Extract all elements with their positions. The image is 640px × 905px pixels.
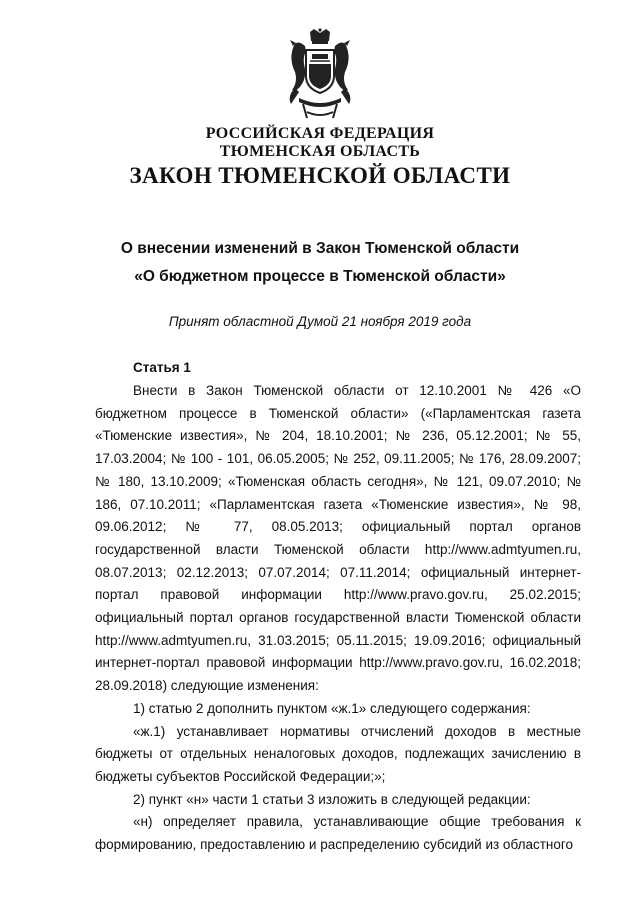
amendment-item-1-text: «ж.1) устанавливает нормативы отчислений доходов в местные бюджеты от отдельных неналоговых доходов, подлежащих зачислению в бюджеты субъектов Российской Федерации;»; bbox=[95, 723, 581, 784]
amendment-item-2-text: «н) определяет правила, устанавливающие общие требования к формированию, предоставлению и распределению субсидий из областного bbox=[95, 814, 581, 853]
article-intro-paragraph: Внести в Закон Тюменской области от 12.10.2001 № 426 «О бюджетном процессе в Тюменской области» («Парламентская газета «Тюменские известия», № 204, 18.10.2001; № 236, 05.12.2001; № 55, 17.03.2004; № 100 - 101, 06.05.2005; № 252, 09.11.2005; № 176, 28.09.2007; № 180, 13.10.2009; «Тюменская область сегодня», № 121, 09.07.2010; № 186, 07.10.2011; «Парламентская газета «Тюменские известия», № 98, 09.06.2012; № 77, 08.05.2013; официальный портал органов государственной власти Тюменской области http://www.admtyumen.ru, 08.07.2013; 02.12.2013; 07.07.2014; 07.11.2014; официальный интернет-портал правовой информации http://www.pravo.gov.ru, 25.02.2015; официальный портал органов государственной власти Тюменской области http://www.admtyumen.ru, 31.03.2015; 05.11.2015; 19.09.2016; официальный интернет-портал правовой информации http://www.pravo.gov.ru, 16.02.2018; 28.09.2018) следующие изменения: bbox=[95, 383, 581, 694]
coat-of-arms-emblem bbox=[283, 28, 357, 120]
article-heading: Статья 1 bbox=[133, 360, 191, 375]
law-title-line-2: «О бюджетном процессе в Тюменской области» bbox=[134, 268, 506, 285]
header-region: ТЮМЕНСКАЯ ОБЛАСТЬ bbox=[219, 143, 421, 160]
article-body bbox=[95, 380, 581, 857]
amendment-item-1: 1) статью 2 дополнить пунктом «ж.1» следующего содержания: bbox=[133, 700, 531, 716]
amendment-item-2: 2) пункт «н» части 1 статьи 3 изложить в следующей редакции: bbox=[133, 791, 531, 807]
header-law-type: ЗАКОН ТЮМЕНСКОЙ ОБЛАСТИ bbox=[129, 163, 511, 188]
header-country: РОССИЙСКАЯ ФЕДЕРАЦИЯ bbox=[205, 125, 435, 142]
law-title-line-1: О внесении изменений в Закон Тюменской области bbox=[120, 240, 520, 257]
adoption-note: Принят областной Думой 21 ноября 2019 года bbox=[168, 314, 472, 329]
